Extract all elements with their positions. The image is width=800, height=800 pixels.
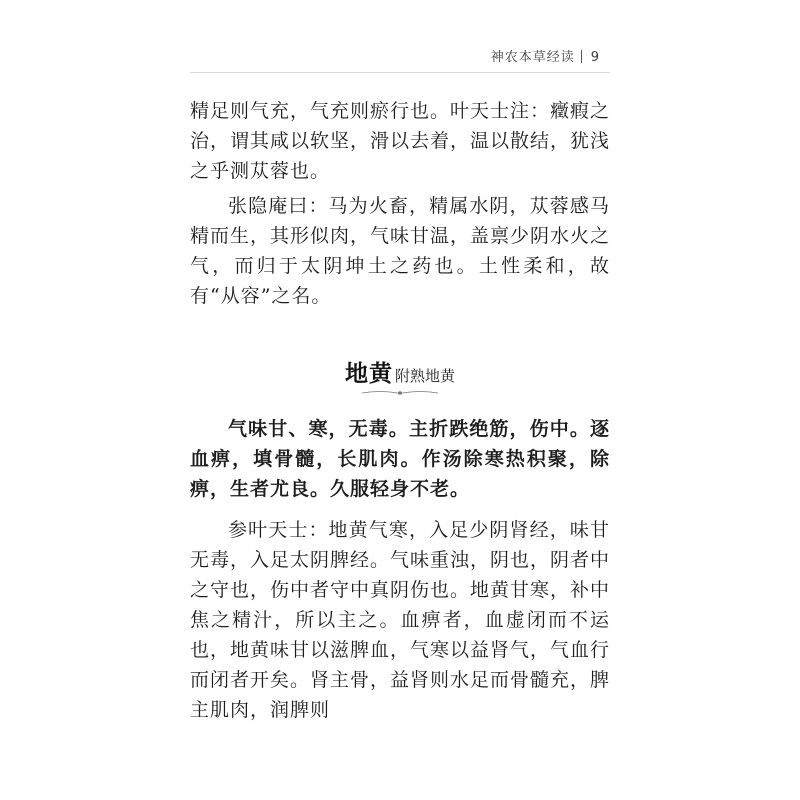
section-subtitle: 附熟地黄 <box>394 367 455 385</box>
main-text-paragraph: 气味甘、寒，无毒。主折跌绝筋，伤中。逐血痹，填骨髓，长肌肉。作汤除寒热积聚，除痹，生者尤良。久服轻身不老。 <box>190 418 610 500</box>
section-heading <box>190 355 610 388</box>
commentary-paragraph: 参叶天士：地黄气寒，入足少阴肾经，味甘无毒，入足太阴脾经。气味重浊，阴也，阴者中之守也，伤中者守中真阴伤也。地黄甘寒，补中焦之精汁，所以主之。血痹者，血虚闭而不运也，地黄味甘以滋脾血，气寒以益肾气，气血行而闭者开矣。肾主骨，益肾则水足而骨髓充，脾主肌肉，润脾则 <box>190 519 611 721</box>
section-title: 地黄 <box>344 360 393 387</box>
paragraph-zhang-yinan: 张隐庵曰：马为火畜，精属水阴，苁蓉感马精而生，其形似肉，气味甘温，盖禀少阴水火之气，而归于太阴坤土之药也。土性柔和，故有“从容”之名。 <box>190 195 611 307</box>
header-rule <box>190 72 610 73</box>
paragraph-continued: 精足则气充，气充则瘀行也。叶天士注：癥瘕之治，谓其咸以软坚，滑以去着，温以散结，犹浅之乎测苁蓉也。 <box>190 100 611 182</box>
running-header <box>491 46 600 65</box>
book-title: 神农本草经读 <box>490 50 575 65</box>
page-number: 9 <box>590 50 600 65</box>
ornament-divider <box>360 389 440 397</box>
header-separator <box>581 50 582 63</box>
